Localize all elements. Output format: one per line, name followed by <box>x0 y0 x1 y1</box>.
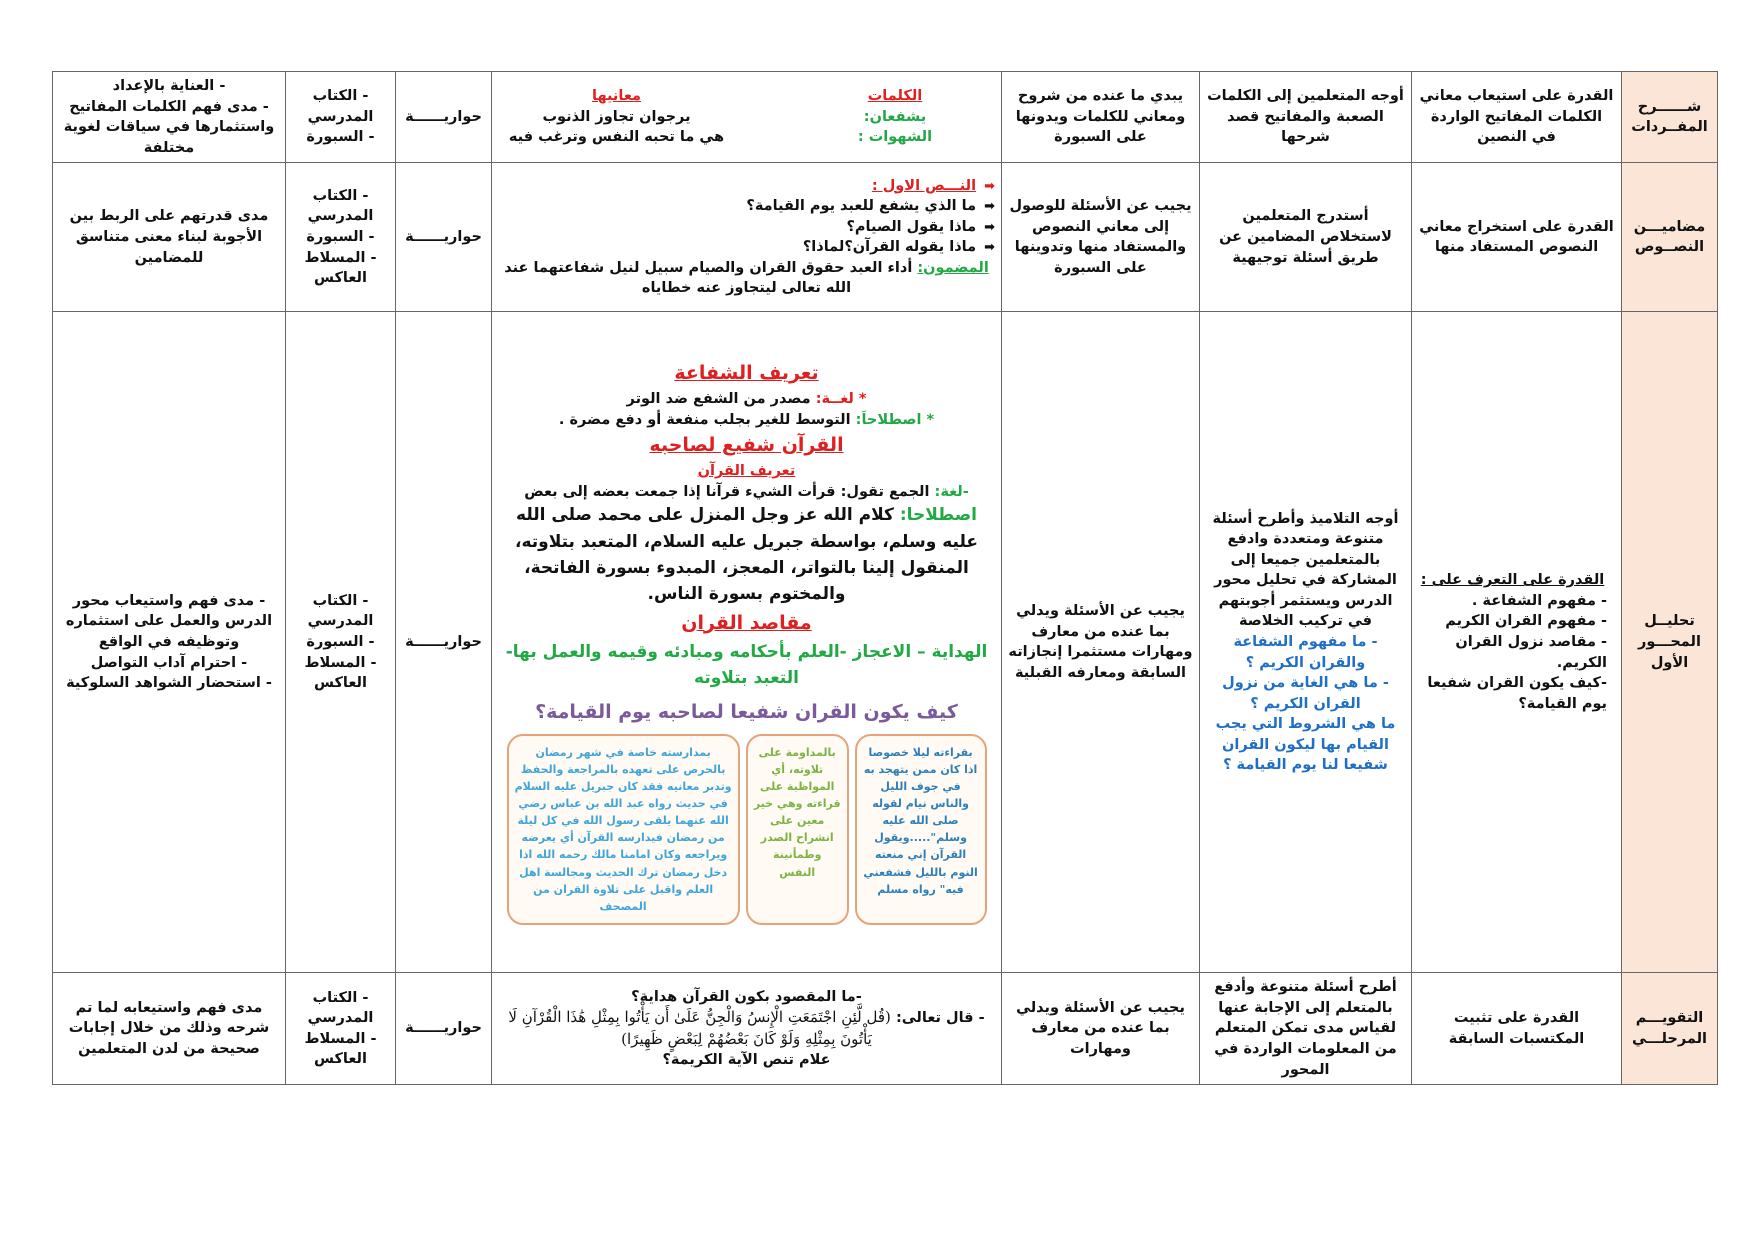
materials-cell <box>286 72 396 163</box>
objective-item: - مفهوم الشفاعة . <box>1471 592 1607 609</box>
meanings-header: معانيها <box>592 88 641 105</box>
arrow-bullet-icon: ➡ <box>984 178 995 194</box>
teacher-activity-cell: أوجه المتعلمين إلى الكلمات الصعبة والمفاتيح قصد شرحها <box>1200 72 1412 163</box>
definition-line <box>498 502 995 607</box>
question-item <box>498 217 995 238</box>
table-row <box>53 163 1718 312</box>
word-item: الشهوات : <box>857 129 933 146</box>
evaluation-cell: مدى فهم واستيعابه لما تم شرحه وذلك من خلال إجابات صحيحة من لدن المتعلمين <box>53 973 286 1085</box>
objective-cell: القدرة على استخراج معاني النصوص المستفاد منها <box>1412 163 1622 312</box>
question-item <box>498 237 995 258</box>
stage-cell: التقويـــم المرحلـــي <box>1622 973 1718 1085</box>
assessment-question <box>498 1007 995 1050</box>
definition-label: -لغة: <box>934 483 969 500</box>
objective-item: - مقاصد نزول القران الكريم. <box>1455 634 1607 671</box>
infographic <box>507 699 987 924</box>
meanings-column <box>498 86 735 148</box>
teacher-activity-cell: أطرح أسئلة متنوعة وأدفع بالمتعلم إلى الإجابة عنها لقياس مدى تمكن المتعلم من المعلومات الواردة في المحور <box>1200 973 1412 1085</box>
definition-label: * لغــة: <box>815 390 867 407</box>
meaning-item: هي ما تحبه النفس وترغب فيه <box>508 129 725 146</box>
material-item: - الكتاب المدرسي <box>307 592 374 630</box>
teacher-question: ما هي الشروط التي يجب القيام بها ليكون القران شفيعا لنا يوم القيامة ؟ <box>1215 716 1396 774</box>
evaluation-item: - العناية بالإعداد <box>112 78 226 94</box>
word-item: يشفعان: <box>863 108 927 125</box>
content-cell <box>492 163 1002 312</box>
arrow-bullet-icon: ➡ <box>984 199 995 215</box>
materials-cell <box>286 312 396 973</box>
method-cell: حواريــــــة <box>396 163 492 312</box>
verse-label: - قال تعالى: <box>895 1010 985 1027</box>
purposes-text: الهداية – الاعجاز -العلم بأحكامه ومبادئه وقيمه والعمل بها- التعبد بتلاوته <box>505 641 988 688</box>
summary-text: أداء العبد حقوق القران والصيام سبيل لنيل شفاعتهما عند الله تعالى ليتجاوز عنه خطاياه <box>504 259 913 297</box>
definition-line <box>498 389 995 410</box>
material-item: - الكتاب المدرسي <box>307 187 374 225</box>
definition-text: الجمع تقول: قرأت الشيء قرآنا إذا جمعت بعضه إلى بعض <box>524 483 930 500</box>
definition-line <box>498 482 995 503</box>
definition-label: * اصطلاحاَ: <box>855 411 935 428</box>
definition-line <box>498 410 995 431</box>
stage-cell: مضاميـــن النصــوص <box>1622 163 1718 312</box>
evaluation-item: - مدى فهم واستيعاب محور الدرس والعمل على استثماره وتوظيفه في الواقع <box>65 592 273 651</box>
section-title-intercession: تعريف الشفاعة <box>674 361 819 384</box>
arrow-bullet-icon: ➡ <box>984 219 995 235</box>
evaluation-item: - احترام آداب التواصل <box>90 654 248 671</box>
definition-label: اصطلاحا: <box>899 505 977 526</box>
learner-activity-cell: يجيب عن الأسئلة ويدلي بما عنده من معارف ومهارات مستثمرا إنجازاته السابقة ومعارفه القبلية <box>1002 312 1200 973</box>
material-item: - الكتاب المدرسي <box>307 989 374 1027</box>
materials-cell <box>286 163 396 312</box>
section-title-quran-purposes: مقاصد القران <box>681 611 812 634</box>
teacher-question: - ما هي الغاية من نزول القران الكريم ؟ <box>1222 675 1389 712</box>
teacher-activity-cell <box>1200 312 1412 973</box>
subsection-title: تعريف القرآن <box>697 463 796 480</box>
method-cell: حواريــــــة <box>396 72 492 163</box>
arrow-bullet-icon: ➡ <box>984 240 995 256</box>
text-title-line <box>498 176 995 197</box>
vocabulary-block <box>498 86 995 148</box>
objective-intro: القدرة على التعرف على : <box>1420 572 1605 589</box>
question-text: ما الذي يشفع للعبد يوم القيامة؟ <box>746 198 977 215</box>
objective-cell: القدرة على استيعاب معاني الكلمات المفاتيح الواردة في النصين <box>1412 72 1622 163</box>
evaluation-cell: مدى قدرتهم على الربط بين الأجوبة لبناء معنى متناسق للمضامين <box>53 163 286 312</box>
learner-activity-cell: يجيب عن الأسئلة ويدلي بما عنده من معارف ومهارات <box>1002 973 1200 1085</box>
words-column <box>795 86 995 148</box>
assessment-question: علام تنص الآية الكريمة؟ <box>662 1052 831 1069</box>
section-title-quran-intercessor: القرآن شفيع لصاحبه <box>649 434 844 457</box>
learner-activity-cell: يبدي ما عنده من شروح ومعاني للكلمات ويدونها على السبورة <box>1002 72 1200 163</box>
assessment-question: -ما المقصود بكون القرآن هداية؟ <box>631 988 862 1005</box>
summary-line <box>498 258 995 299</box>
words-header: الكلمات <box>867 88 923 105</box>
materials-cell <box>286 973 396 1085</box>
verse-text: (قُل لَّئِنِ اجْتَمَعَتِ الْإِنسُ وَالْجِنُّ عَلَىٰ أَن يَأْتُوا بِمِثْلِ هَٰذَا الْقُرْآنِ لَا يَأْتُونَ بِمِثْلِهِ وَلَوْ كَانَ بَعْضُهُمْ لِبَعْضٍ ظَهِيرًا) <box>508 1008 891 1048</box>
table-row <box>53 72 1718 163</box>
material-item: - المسلاط العاكس <box>304 1030 377 1068</box>
infographic-box-persistence: بالمداومة على تلاوته، أي المواظبة على قراءته وهي خير معين على انشراح الصدر وطمأنينة النفس <box>746 734 849 924</box>
stage-cell: تحليــل المحـــور الأول <box>1622 312 1718 973</box>
teacher-activity-cell: أستدرج المتعلمين لاستخلاص المضامين عن طريق أسئلة توجيهية <box>1200 163 1412 312</box>
definition-text: مصدر من الشفع ضد الوتر <box>626 390 811 407</box>
stage-cell: شــــــرح المفــردات <box>1622 72 1718 163</box>
table-row <box>53 312 1718 973</box>
objective-item: -كيف يكون القران شفيعا يوم القيامة؟ <box>1427 675 1607 712</box>
material-item: - السبورة <box>306 229 375 246</box>
question-item <box>498 196 995 217</box>
evaluation-cell <box>53 72 286 163</box>
teacher-question: - ما مفهوم الشفاعة والقران الكريم ؟ <box>1233 634 1378 671</box>
meaning-item: يرجوان تجاوز الذنوب <box>542 108 691 125</box>
definition-text: كلام الله عز وجل المنزل على محمد صلى الله عليه وسلم، بواسطة جبريل عليه السلام، المتعبد بتلاوته، المنقول إلينا بالتواتر، المعجز، المبدوء بسورة الفاتحة، والمختوم بسورة الناس. <box>514 505 978 605</box>
material-item: - الكتاب المدرسي <box>307 88 374 125</box>
method-cell: حواريــــــة <box>396 973 492 1085</box>
content-cell <box>492 973 1002 1085</box>
infographic-title: كيف يكون القران شفيعا لصاحبه يوم القيامة؟ <box>535 701 958 724</box>
infographic-box-study: بمدارسته خاصة في شهر رمضان بالحرص على تعهده بالمراجعة والحفظ وتدبر معانيه فقد كان جبريل عليه السلام في حديث رواه عبد الله بن عباس رضي الله عنهما يلقى رسول الله في كل ليلة من رمضان فيدارسه القرآن أي يعرضه ويراجعه وكان امامنا مالك رحمه الله اذا دخل رمضان ترك الحديث ومجالسة اهل العلم واقبل على تلاوة القران من المصحف <box>507 734 740 924</box>
infographic-box-night-recitation: بقراءته ليلا خصوصا اذا كان ممن يتهجد به في جوف الليل والناس نيام لقوله صلى الله عليه وسلم".....ويقول القرآن إني منعته النوم بالليل فشفعني فيه" رواه مسلم <box>855 734 987 924</box>
lesson-plan-table <box>52 71 1718 1085</box>
teacher-intro: أوجه التلاميذ وأطرح أسئلة متنوعة ومتعددة وادفع بالمتعلمين جميعا إلى المشاركة في تحليل محور الدرس ويستثمر أجوبتهم في تركيب الخلاصة <box>1212 510 1399 630</box>
evaluation-cell <box>53 312 286 973</box>
material-item: - المسلاط العاكس <box>304 654 377 692</box>
objective-item: - مفهوم القران الكريم <box>1445 613 1607 630</box>
objective-cell <box>1412 312 1622 973</box>
table-row <box>53 973 1718 1085</box>
material-item: - السبورة <box>306 634 375 651</box>
question-text: ماذا يقول الصيام؟ <box>846 218 977 235</box>
material-item: - المسلاط العاكس <box>304 249 377 287</box>
content-cell <box>492 312 1002 973</box>
evaluation-item: - استحضار الشواهد السلوكية <box>66 675 272 692</box>
method-cell: حواريــــــة <box>396 312 492 973</box>
material-item: - السبورة <box>306 129 375 146</box>
definition-text: التوسط للغير بجلب منفعة أو دفع مضرة . <box>558 411 851 428</box>
summary-label: المضمون: <box>917 259 989 276</box>
content-cell <box>492 72 1002 163</box>
question-text: ماذا يقوله القرآن؟لماذا؟ <box>802 239 977 256</box>
objective-cell: القدرة على تثبيت المكتسبات السابقة <box>1412 973 1622 1085</box>
text-title: النـــص الاول : <box>871 177 977 194</box>
learner-activity-cell: يجيب عن الأسئلة للوصول إلى معاني النصوص والمستفاد منها وتدوينها على السبورة <box>1002 163 1200 312</box>
infographic-boxes <box>507 734 987 924</box>
evaluation-item: - مدى فهم الكلمات المفاتيح واستثمارها في سياقات لغوية مختلفة <box>63 98 275 156</box>
